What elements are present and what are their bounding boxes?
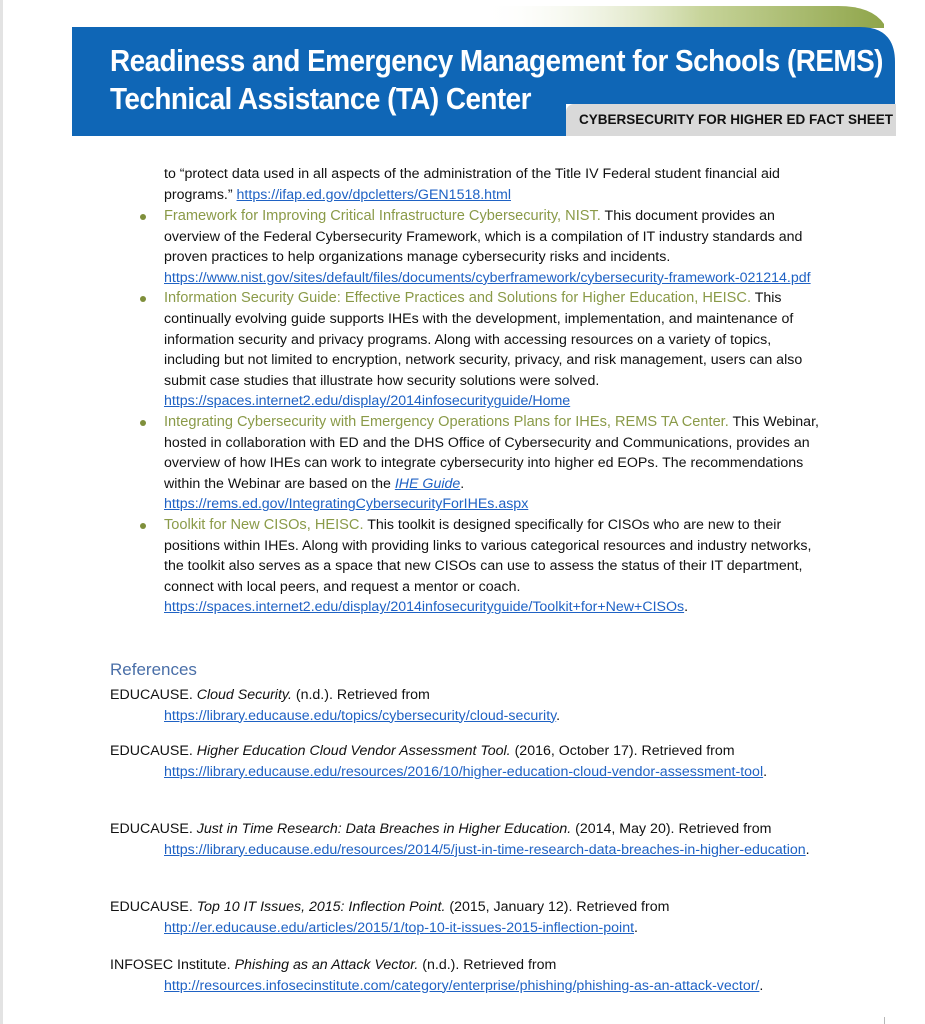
- ref-author: EDUCAUSE.: [110, 743, 193, 759]
- resource-title: Framework for Improving Critical Infrastructure Cybersecurity, NIST.: [164, 208, 601, 224]
- header-banner: [0, 0, 925, 140]
- bullet-icon: [140, 214, 146, 220]
- ref-title: Cloud Security.: [196, 687, 292, 703]
- ref-suffix: .: [759, 977, 764, 994]
- resource-link[interactable]: https://spaces.internet2.edu/display/2014infosecurityguide/Toolkit+for+New+CISOs: [164, 599, 685, 616]
- title-line-1: Readiness and Emergency Management for Schools (REMS): [110, 43, 883, 78]
- resource-title: Integrating Cybersecurity with Emergency Operations Plans for IHEs, REMS TA Center.: [164, 413, 729, 430]
- fact-sheet-label: CYBERSECURITY FOR HIGHER ED FACT SHEET: [579, 112, 894, 127]
- resource-description: This Webinar, hosted in collaboration with ED and the DHS Office of Cybersecurity and Communications, provides an overview of how IHEs can work to integrate cybersecurity into higher ed EOPs. The recommendations within the Webinar are based on the: [164, 413, 819, 492]
- ref-suffix: .: [805, 841, 810, 858]
- title-line-2: Technical Assistance (TA) Center: [110, 81, 531, 116]
- ref-suffix: .: [634, 919, 638, 936]
- ref-date: (n.d.). Retrieved from: [422, 957, 557, 973]
- resource-link[interactable]: https://rems.ed.gov/IntegratingCybersecurityForIHEs.aspx: [164, 496, 529, 513]
- resource-title: Information Security Guide: Effective Practices and Solutions for Higher Education, HEISC.: [164, 290, 752, 307]
- ref-date: (2015, January 12). Retrieved from: [449, 899, 670, 915]
- intro-continuation: [164, 164, 824, 205]
- list-item: [0, 412, 819, 515]
- ref-suffix: .: [556, 707, 561, 724]
- reference-item: [110, 955, 810, 996]
- ref-link[interactable]: http://er.educause.edu/articles/2015/1/top-10-it-issues-2015-inflection-point: [164, 919, 635, 936]
- ref-author: EDUCAUSE.: [110, 687, 193, 703]
- list-item: [0, 288, 819, 412]
- list-item: [0, 206, 819, 288]
- reference-item: [110, 819, 810, 860]
- ref-link[interactable]: https://library.educause.edu/topics/cybersecurity/cloud-security: [164, 707, 557, 724]
- reference-item: [110, 741, 810, 782]
- ref-title: Phishing as an Attack Vector.: [234, 957, 419, 973]
- ref-link[interactable]: https://library.educause.edu/resources/2016/10/higher-education-cloud-vendor-assessment-tool: [164, 763, 764, 780]
- ihe-guide-link[interactable]: [395, 476, 460, 492]
- ref-title: Top 10 IT Issues, 2015: Inflection Point.: [196, 899, 446, 915]
- bullet-icon: [140, 523, 146, 529]
- ref-author: EDUCAUSE.: [110, 899, 193, 915]
- description-end: .: [460, 475, 465, 492]
- resource-link[interactable]: https://www.nist.gov/sites/default/files/documents/cyberframework/cybersecurity-framework-021214.pdf: [164, 269, 811, 286]
- resource-description: This toolkit is designed specifically for CISOs who are new to their positions within IHEs. Along with providing links to various categorical resources and industry networks, the toolkit also serves as a space that new CISOs can use to assess the status of their IT department, connect with local peers, and request a mentor or coach.: [164, 516, 812, 595]
- resource-link[interactable]: https://spaces.internet2.edu/display/2014infosecurityguide/Home: [164, 393, 571, 410]
- bullet-icon: [140, 420, 146, 426]
- ref-link[interactable]: http://resources.infosecinstitute.com/category/enterprise/phishing/phishing-as-an-attack-vector/: [164, 977, 760, 994]
- banner-green-swoosh: [480, 6, 884, 28]
- fact-sheet-tab: [566, 104, 896, 136]
- ref-title: Higher Education Cloud Vendor Assessment Tool.: [196, 743, 511, 759]
- intro-link[interactable]: https://ifap.ed.gov/dpcletters/GEN1518.html: [236, 186, 511, 203]
- ref-title: Just in Time Research: Data Breaches in Higher Education.: [196, 821, 572, 837]
- resource-description: This continually evolving guide supports IHEs with the development, implementation, and maintenance of information security and privacy programs. Along with accessing resources on a variety of topics, including but not limited to encryption, network security, privacy, and risk management, users can also submit case studies that illustrate how security solutions were solved.: [164, 290, 803, 389]
- resource-description: This document provides an overview of the Federal Cybersecurity Framework, which is a compilation of IT industry standards and proven practices to help organizations manage cybersecurity risks and incidents.: [164, 208, 803, 266]
- ref-author: EDUCAUSE.: [110, 821, 193, 837]
- url-suffix: .: [684, 599, 689, 616]
- bullet-icon: [140, 296, 146, 302]
- ref-author: INFOSEC Institute.: [110, 957, 231, 973]
- ref-link[interactable]: https://library.educause.edu/resources/2014/5/just-in-time-research-data-breaches-in-higher-education: [164, 841, 806, 858]
- page-corner-mark: [884, 1017, 885, 1024]
- resource-title: Toolkit for New CISOs, HEISC.: [164, 516, 364, 533]
- intro-text: to “protect data used in all aspects of the administration of the Title IV Federal student financial aid programs.”: [164, 166, 780, 203]
- reference-item: [110, 685, 810, 726]
- resource-list: [0, 206, 925, 618]
- references-heading: References: [110, 660, 197, 679]
- list-item: [0, 515, 819, 618]
- ihe-guide-link-text: IHE Guide: [394, 475, 461, 492]
- ref-date: (n.d.). Retrieved from: [295, 687, 430, 703]
- ref-suffix: .: [763, 763, 768, 780]
- ref-date: (2016, October 17). Retrieved from: [514, 743, 735, 759]
- reference-item: [110, 897, 810, 938]
- ref-date: (2014, May 20). Retrieved from: [575, 821, 772, 837]
